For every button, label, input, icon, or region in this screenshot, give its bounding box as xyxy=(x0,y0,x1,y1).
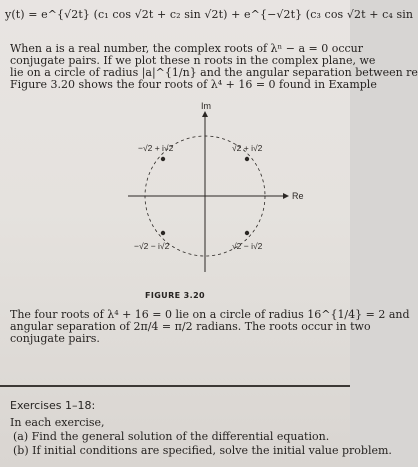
root-label-upper-left: −√2 + i√2 xyxy=(138,143,174,153)
exercise-item-b: (b) If initial conditions are specified, solve the initial value problem. xyxy=(13,444,392,457)
root-point-upper-left xyxy=(161,157,165,161)
root-point-lower-left xyxy=(161,231,165,235)
complex-roots-paragraph xyxy=(10,42,418,91)
formula-text: y(t) = e^{√2t} (c₁ cos √2t + c₂ sin √2t) + e^{−√2t} (c₃ cos √2t + c₄ sin xyxy=(5,8,414,21)
paragraph-line: lie on a circle of radius |a|^{1/n} and the angular separation between re xyxy=(10,66,418,79)
root-label-lower-left: −√2 − i√2 xyxy=(134,241,170,251)
paragraph-line: conjugate pairs. If we plot these n roots in the complex plane, we xyxy=(10,54,376,67)
im-axis-label: Im xyxy=(201,101,211,111)
description-line: conjugate pairs. xyxy=(10,332,100,345)
root-point-upper-right xyxy=(245,157,249,161)
paragraph-line: When a is a real number, the complex roots of λⁿ − a = 0 occur xyxy=(10,42,364,55)
figure-caption: FIGURE 3.20 xyxy=(144,291,206,300)
section-divider xyxy=(0,385,350,387)
figure-description xyxy=(10,308,410,345)
exercise-intro: In each exercise, xyxy=(10,416,105,429)
description-line: The four roots of λ⁴ + 16 = 0 lie on a circle of radius 16^{1/4} = 2 and xyxy=(10,308,410,321)
exercises-heading: Exercises 1–18: xyxy=(10,399,96,412)
exercise-item-a: (a) Find the general solution of the differential equation. xyxy=(13,430,330,443)
paragraph-line: Figure 3.20 shows the four roots of λ⁴ + 16 = 0 found in Example xyxy=(10,78,377,91)
exercise-instructions xyxy=(10,416,392,458)
re-axis-label: Re xyxy=(292,191,304,201)
description-line: angular separation of 2π/4 = π/2 radians. The roots occur in two xyxy=(10,320,371,333)
complex-plane-figure xyxy=(0,97,350,292)
general-solution-formula xyxy=(5,8,413,21)
root-label-upper-right: √2 + i√2 xyxy=(232,143,263,153)
root-point-lower-right xyxy=(245,231,249,235)
root-label-lower-right: √2 − i√2 xyxy=(232,241,263,251)
